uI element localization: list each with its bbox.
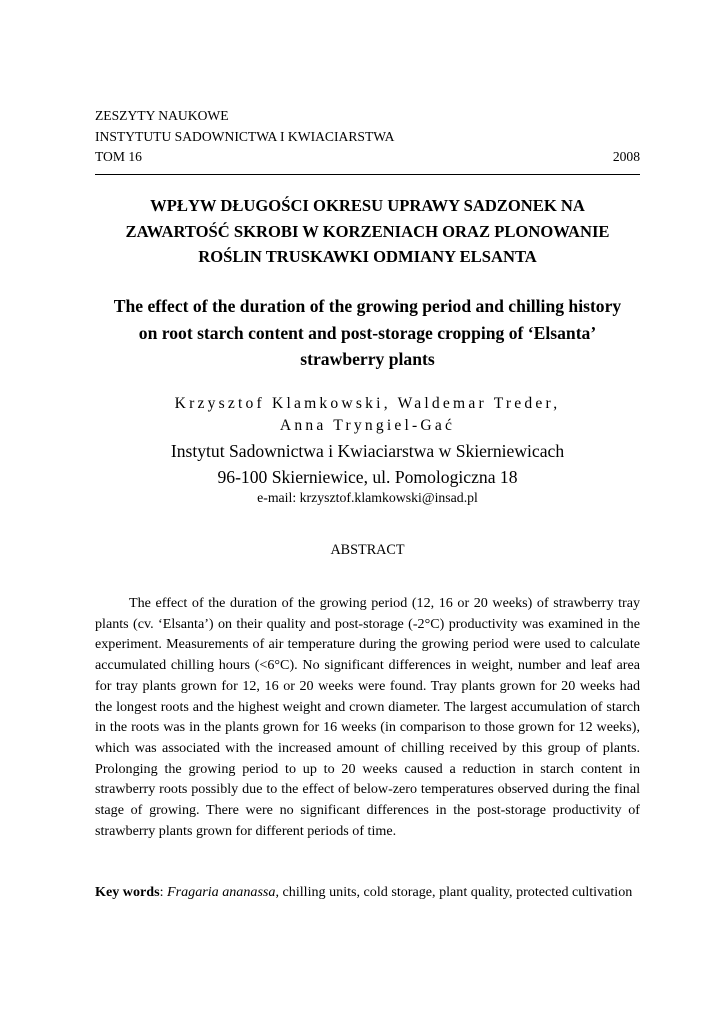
keywords-list (167, 883, 640, 903)
institute-address: 96-100 Skierniewice, ul. Pomologiczna 18 (217, 467, 518, 487)
journal-name-line2: INSTYTUTU SADOWNICTWA I KWIACIARSTWA (95, 128, 395, 144)
keywords-label-text: Key words (95, 884, 160, 900)
english-title-line2: on root starch content and post-storage cropping of ‘Elsanta’ (138, 322, 597, 343)
journal-year: 2008 (612, 149, 640, 164)
english-title-line3: strawberry plants (300, 349, 435, 369)
keywords-label (95, 883, 164, 903)
english-title-line1: The effect of the duration of the growing period and chilling history (113, 296, 622, 316)
english-title (60, 293, 675, 373)
journal-header (95, 106, 640, 168)
keyword-species: Fragaria ananassa (167, 884, 276, 900)
polish-title-line2: ZAWARTOŚĆ SKROBI W KORZENIACH ORAZ PLONOWANIE (125, 221, 610, 241)
keywords-separator: : (159, 884, 164, 900)
author-email: e-mail: krzysztof.klamkowski@insad.pl (257, 490, 478, 505)
institute-name: Instytut Sadownictwa i Kwiaciarstwa w Skierniewicach (170, 441, 565, 461)
abstract-heading: ABSTRACT (330, 542, 405, 558)
polish-title-line3: ROŚLIN TRUSKAWKI ODMIANY ELSANTA (198, 247, 537, 266)
journal-volume-row (95, 147, 640, 168)
keywords-section (95, 883, 640, 903)
header-divider (95, 174, 640, 175)
journal-volume: TOM 16 (95, 149, 142, 164)
authors-line1: Krzysztof Klamkowski, Waldemar Treder, (174, 395, 561, 412)
author-list (60, 393, 675, 437)
polish-title-line1: WPŁYW DŁUGOŚCI OKRESU UPRAWY SADZONEK NA (150, 196, 585, 215)
polish-title (60, 193, 675, 270)
authors-line2: Anna Tryngiel-Gać (279, 417, 456, 434)
keywords-rest: , chilling units, cold storage, plant quality, protected cultivation (275, 884, 633, 900)
abstract-paragraph (95, 593, 640, 842)
abstract-text: The effect of the duration of the growing period (12, 16 or 20 weeks) of strawberry tray plants (cv. ‘Elsanta’) on their quality and post-storage (-2°C) productivity was examined in the experiment. Measurements of air temperature during the growing period were used to calculate accumulated chilling hours (<6°C). No significant differences in weight, number and leaf area for tray plants grown for 12, 16 or 20 weeks were found. Tray plants grown for 20 weeks had the longest roots and the highest weight and crown diameter. The largest accumulation of starch in the roots was in the plants grown for 16 weeks (in comparison to those grown for 12 weeks), which was associated with the increased amount of chilling received by this group of plants. Prolonging the growing period to up to 20 weeks caused a reduction in starch content in strawberry roots possibly due to the effect of below-zero temperatures observed during the final stage of growing. There were no significant differences in the post-storage productivity of strawberry plants grown for different periods of time. (95, 595, 640, 839)
journal-name-line1: ZESZYTY NAUKOWE (95, 108, 229, 123)
affiliation (60, 438, 675, 490)
